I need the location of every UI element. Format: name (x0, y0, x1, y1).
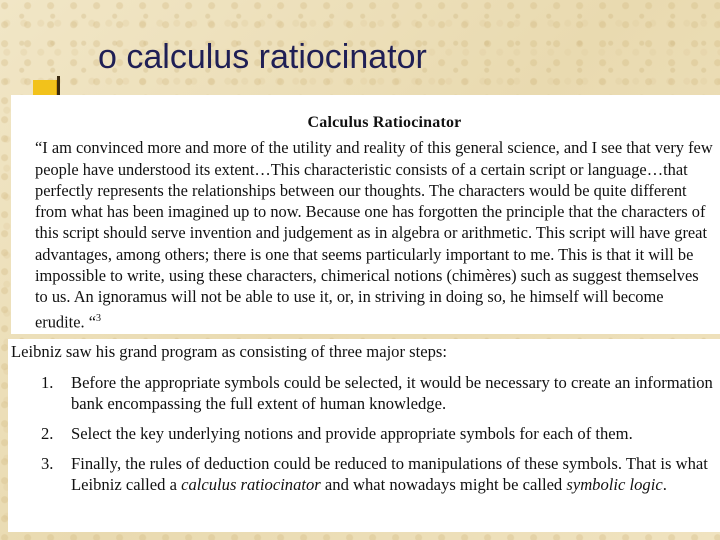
step-text (71, 453, 716, 495)
slide-title: o calculus ratiocinator (98, 38, 427, 76)
step-text-part: and what nowadays might be called (320, 475, 567, 494)
steps-intro: Leibniz saw his grand program as consisting of three major steps: (11, 342, 447, 361)
footnote-marker: 3 (95, 312, 101, 324)
step-text-part: . (662, 475, 667, 494)
steps-excerpt (8, 339, 720, 532)
list-item (11, 423, 716, 444)
list-item (11, 372, 716, 414)
quote-text (35, 137, 714, 332)
step-number: 3. (41, 454, 54, 473)
step-number: 1. (41, 373, 54, 392)
step-text: Select the key underlying notions and provide appropriate symbols for each of them. (71, 424, 633, 443)
step-number: 2. (41, 424, 54, 443)
list-item (11, 453, 716, 495)
quote-body: “I am convinced more and more of the utility and reality of this general science, and I see that very few people have understood its extent…This characteristic consists of a certain script or language…that perfectly represents the relationships between our thoughts. The characters would be quite different from what has been imagined up to now. Because one has forgotten the principle that the characters of this script should serve invention and judgement as in algebra or arithmetic. This script will have great advantages, among others; there is one that seems particularly important to me. This is that it will be impossible to write, using these characters, chimerical notions (chimères) such as suggest themselves to us. An ignoramus will not be able to use it, or, in striving in doing so, he himself will become erudite. “ (35, 138, 713, 332)
step-text-part: Finally, the rules of deduction could be reduced to manipulations of these symbols. That is what Leibniz called a (71, 454, 708, 494)
quote-heading: Calculus Ratiocinator (307, 114, 462, 131)
step-text: Before the appropriate symbols could be selected, it would be necessary to create an information bank encompassing the full extent of human knowledge. (71, 373, 713, 413)
quote-excerpt (11, 95, 720, 334)
emphasis-symbolic-logic: symbolic logic (566, 475, 663, 494)
emphasis-calculus-ratiocinator: calculus ratiocinator (181, 475, 321, 494)
